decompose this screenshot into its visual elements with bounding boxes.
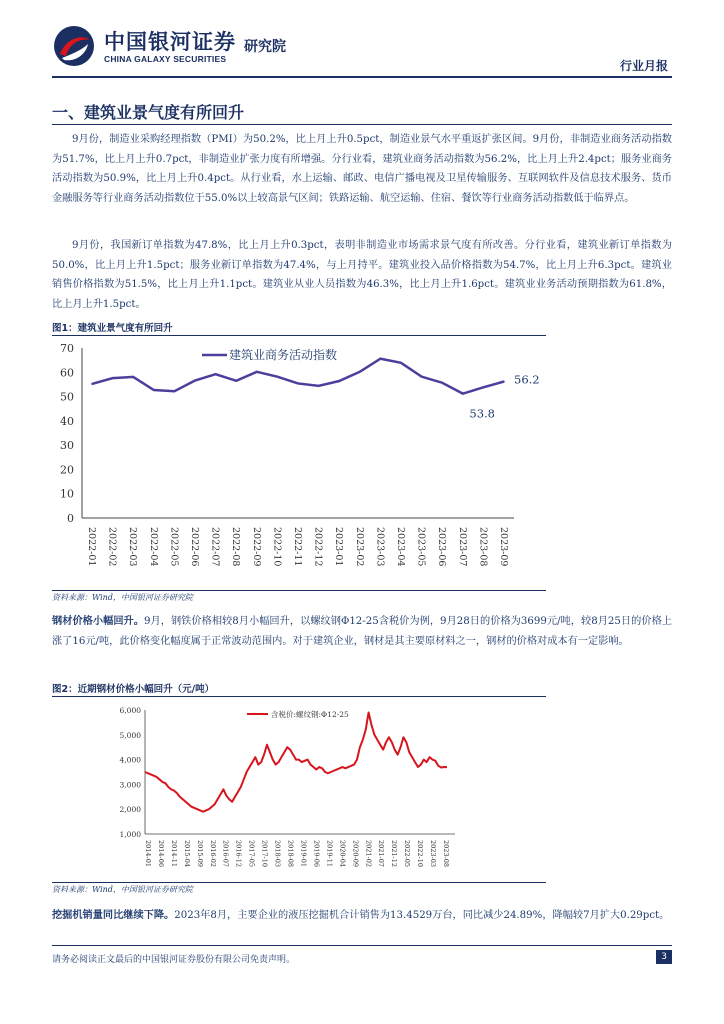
section-divider bbox=[52, 124, 672, 125]
x-tick-label: 2021-02 bbox=[364, 840, 373, 868]
x-tick-label: 2019-06 bbox=[312, 840, 321, 868]
y-tick-label: 50 bbox=[60, 390, 74, 404]
y-tick-label: 6,000 bbox=[119, 706, 141, 715]
data-point bbox=[153, 389, 155, 391]
x-tick-label: 2023-08 bbox=[477, 527, 489, 567]
x-tick-label: 2015-04 bbox=[182, 840, 191, 868]
figure1-source: 资料来源：Wind，中国银河证券研究院 bbox=[52, 593, 193, 602]
x-tick-label: 2020-09 bbox=[351, 840, 360, 868]
data-point bbox=[174, 390, 176, 392]
x-tick-label: 2022-05 bbox=[403, 840, 412, 868]
x-tick-label: 2023-03 bbox=[429, 840, 438, 868]
footer-divider bbox=[52, 945, 672, 946]
x-tick-label: 2022-01 bbox=[86, 527, 97, 567]
y-tick-label: 3,000 bbox=[119, 780, 141, 790]
y-tick-label: 5,000 bbox=[119, 730, 141, 740]
x-tick-label: 2021-07 bbox=[377, 840, 386, 868]
x-tick-label: 2016-12 bbox=[234, 840, 243, 868]
data-point bbox=[462, 393, 464, 395]
data-point bbox=[400, 362, 402, 364]
x-tick-label: 2016-02 bbox=[208, 840, 217, 868]
paragraph-pmi: 9月份，制造业采购经理指数（PMI）为50.2%，比上月上升0.5pct，制造业景气水平重返扩张区间。9月份，非制造业商务活动指数为51.7%，比上月上升0.7pct，非制造业扩张力度有所增强。分行业看，建筑业商务活动指数为56.2%，比上月上升2.4pct；服务业商务活动指数为50.9%，比上月上升0.4pct。从行业看，水上运输、邮政、电信广播电视及卫星传输服务、互联网软件及信息技术服务、货币金融服务等行业商务活动指数位于55.0%以上较高景气区间；铁路运输、航空运输、住宿、餐饮等行业商务活动指数低于临界点。 bbox=[52, 134, 672, 204]
x-tick-label: 2017-10 bbox=[260, 840, 269, 868]
data-point bbox=[297, 383, 299, 385]
pmi-construction-chart bbox=[52, 338, 546, 590]
paragraph-excavator bbox=[52, 906, 672, 926]
data-point bbox=[483, 387, 485, 389]
x-tick-label: 2022-10 bbox=[271, 527, 283, 567]
rebar-price-chart bbox=[52, 698, 546, 882]
figure2-source: 资料来源：Wind，中国银河证券研究院 bbox=[52, 885, 193, 894]
footer-disclaimer: 请务必阅读正文最后的中国银河证券股份有限公司免责声明。 bbox=[52, 955, 296, 965]
data-point bbox=[215, 373, 217, 375]
x-tick-label: 2022-12 bbox=[312, 527, 324, 567]
x-tick-label: 2023-01 bbox=[333, 527, 345, 567]
x-tick-label: 2022-08 bbox=[230, 527, 242, 567]
x-tick-label: 2022-07 bbox=[209, 527, 221, 567]
galaxy-logo-icon bbox=[52, 24, 96, 68]
figure2-bottom-rule bbox=[52, 882, 546, 883]
data-point bbox=[194, 380, 196, 382]
x-tick-label: 2017-05 bbox=[247, 840, 256, 868]
x-tick-label: 2023-07 bbox=[456, 527, 468, 567]
report-type-label: 行业月报 bbox=[619, 59, 668, 73]
header-divider bbox=[52, 76, 672, 78]
x-tick-label: 2022-05 bbox=[168, 527, 180, 567]
legend-label: 含税价:螺纹钢:Φ12-25 bbox=[271, 710, 349, 719]
data-point bbox=[380, 358, 382, 360]
data-point bbox=[91, 383, 93, 385]
x-tick-label: 2014-11 bbox=[169, 840, 178, 868]
x-tick-label: 2016-07 bbox=[221, 840, 230, 868]
data-point bbox=[503, 381, 505, 383]
x-tick-label: 2022-06 bbox=[189, 527, 200, 567]
x-tick-label: 2015-09 bbox=[195, 840, 204, 868]
figure1-top-rule bbox=[52, 335, 546, 336]
y-tick-label: 2,000 bbox=[119, 805, 141, 815]
x-tick-label: 2021-12 bbox=[390, 840, 399, 868]
x-tick-label: 2023-09 bbox=[498, 527, 509, 567]
data-label-aug: 53.8 bbox=[469, 406, 496, 421]
data-point bbox=[359, 371, 361, 373]
x-tick-label: 2023-04 bbox=[395, 527, 406, 567]
paragraph-new-orders: 9月份，我国新订单指数为47.8%，比上月上升0.3pct，表明非制造业市场需求景气度有所改善。分行业看，建筑业新订单指数为50.0%，比上月上升1.5pct；服务业新订单指数为47.4%，与上月持平。建筑业投入品价格指数为54.7%，比上月上升6.3pct。建筑业销售价格指数为51.5%，比上月上升1.1pct。建筑业从业人员指数为46.3%，比上月上升1.6pct。建筑业业务活动预期指数为61.8%，比上月上升1.5pct。 bbox=[52, 240, 672, 310]
series-line-rebar-price bbox=[145, 712, 447, 811]
x-tick-label: 2022-02 bbox=[106, 527, 118, 567]
paragraph-steel bbox=[52, 612, 672, 651]
x-tick-label: 2019-11 bbox=[325, 840, 334, 868]
y-tick-label: 1,000 bbox=[119, 830, 141, 839]
data-label-sep: 56.2 bbox=[514, 372, 540, 387]
section-title: 一、建筑业景气度有所回升 bbox=[52, 103, 245, 122]
x-tick-label: 2019-01 bbox=[299, 840, 308, 868]
x-tick-label: 2018-08 bbox=[286, 840, 295, 868]
legend-label: 建筑业商务活动指数 bbox=[229, 348, 338, 362]
figure2-top-rule bbox=[52, 696, 546, 697]
data-point bbox=[338, 380, 340, 382]
x-tick-label: 2023-06 bbox=[436, 527, 448, 567]
paragraph-excavator-body: 2023年8月，主要企业的液压挖掘机合计销售为13.4529万台，同比减少24.89%，降幅较7月扩大0.29pct。 bbox=[174, 910, 670, 921]
data-point bbox=[112, 377, 114, 379]
data-point bbox=[235, 380, 237, 382]
data-point bbox=[277, 376, 279, 378]
figure2-title: 图2：近期钢材价格小幅回升（元/吨） bbox=[52, 684, 215, 695]
y-tick-label: 20 bbox=[60, 463, 74, 477]
x-tick-label: 2022-04 bbox=[147, 527, 159, 567]
figure1-title: 图1：建筑业景气度有所回升 bbox=[52, 323, 173, 334]
data-point bbox=[441, 382, 443, 384]
x-tick-label: 2023-03 bbox=[374, 527, 386, 567]
x-tick-label: 2014-01 bbox=[144, 840, 152, 868]
paragraph-steel-body: 9月，钢铁价格相较8月小幅回升，以螺纹钢Φ12-25含税价为例，9月28日的价格为3699元/吨，较8月25日的价格上涨了16元/吨，此价格变化幅度属于正常波动范围内。对于建筑企业，钢材是其主要原材料之一，钢材的价格对成本有一定影响。 bbox=[52, 616, 672, 647]
y-tick-label: 60 bbox=[60, 366, 74, 380]
y-tick-label: 0 bbox=[67, 512, 74, 525]
paragraph-steel-lead: 钢材价格小幅回升。 bbox=[52, 615, 144, 627]
x-tick-label: 2023-08 bbox=[442, 840, 450, 868]
company-name-cn: 中国银河证券 bbox=[104, 30, 236, 54]
x-tick-label: 2022-03 bbox=[127, 527, 139, 567]
paragraph-excavator-lead: 挖掘机销量同比继续下降。 bbox=[52, 909, 175, 921]
x-tick-label: 2023-05 bbox=[415, 527, 427, 567]
data-point bbox=[132, 376, 134, 378]
data-point bbox=[256, 371, 258, 373]
data-point bbox=[421, 376, 423, 378]
x-tick-label: 2022-09 bbox=[250, 527, 262, 567]
y-tick-label: 10 bbox=[60, 487, 74, 501]
x-tick-label: 2023-02 bbox=[353, 527, 365, 567]
institute-label: 研究院 bbox=[244, 39, 286, 55]
page-number: 3 bbox=[656, 950, 672, 964]
company-name-en: CHINA GALAXY SECURITIES bbox=[104, 54, 227, 64]
y-tick-label: 40 bbox=[60, 414, 74, 428]
data-point bbox=[318, 385, 320, 387]
x-tick-label: 2022-11 bbox=[292, 527, 303, 567]
x-tick-label: 2022-10 bbox=[416, 840, 425, 868]
y-tick-label: 30 bbox=[60, 439, 74, 453]
x-tick-label: 2018-03 bbox=[273, 840, 282, 868]
x-tick-label: 2020-04 bbox=[338, 840, 347, 868]
x-tick-label: 2014-06 bbox=[156, 840, 165, 868]
y-tick-label: 70 bbox=[60, 342, 74, 355]
y-tick-label: 4,000 bbox=[119, 755, 141, 765]
figure1-bottom-rule bbox=[52, 590, 546, 591]
series-line-construction-index bbox=[92, 359, 504, 394]
